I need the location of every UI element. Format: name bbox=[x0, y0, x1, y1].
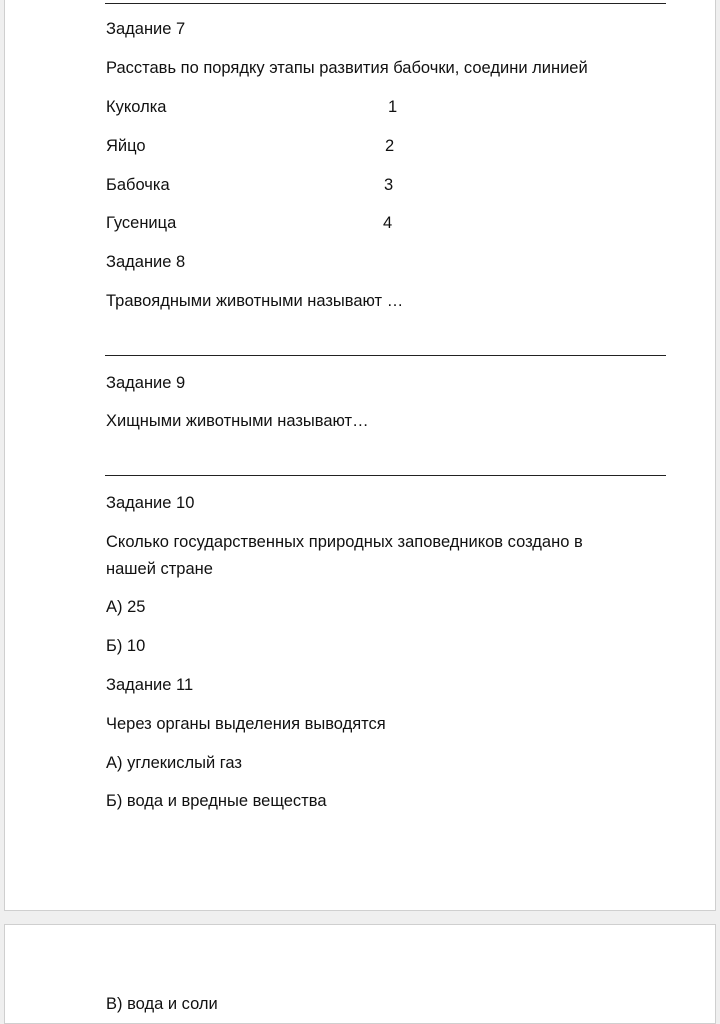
task11-option-a: А) углекислый газ bbox=[106, 754, 242, 772]
task10-option-b: Б) 10 bbox=[106, 637, 146, 655]
task7-prompt: Расставь по порядку этапы развития бабочки, соедини линией bbox=[106, 59, 588, 77]
task7-title: Задание 7 bbox=[106, 20, 186, 38]
stage-number-1: 1 bbox=[388, 98, 398, 116]
stage-name-2: Яйцо bbox=[106, 137, 146, 155]
answer-line-top bbox=[105, 3, 666, 4]
task8-answer-line bbox=[105, 355, 666, 356]
stage-name-1: Куколка bbox=[106, 98, 167, 116]
stage-number-3: 3 bbox=[384, 176, 394, 194]
stage-name-4: Гусеница bbox=[106, 214, 177, 232]
task11-prompt: Через органы выделения выводятся bbox=[106, 715, 386, 733]
task8-title: Задание 8 bbox=[106, 253, 186, 271]
task11-option-b: Б) вода и вредные вещества bbox=[106, 792, 327, 810]
task9-prompt: Хищными животными называют… bbox=[106, 412, 369, 430]
task11-title: Задание 11 bbox=[106, 676, 194, 694]
task10-option-a: А) 25 bbox=[106, 598, 146, 616]
task10-title: Задание 10 bbox=[106, 494, 195, 512]
stage-number-4: 4 bbox=[383, 214, 393, 232]
task9-title: Задание 9 bbox=[106, 374, 186, 392]
task10-prompt-line1: Сколько государственных природных заповедников создано в bbox=[106, 533, 583, 551]
task8-prompt: Травоядными животными называют … bbox=[106, 292, 404, 310]
task10-prompt-line2: нашей стране bbox=[106, 560, 213, 578]
task11-option-c: В) вода и соли bbox=[106, 995, 218, 1013]
stage-number-2: 2 bbox=[385, 137, 395, 155]
task9-answer-line bbox=[105, 475, 666, 476]
stage-name-3: Бабочка bbox=[106, 176, 170, 194]
